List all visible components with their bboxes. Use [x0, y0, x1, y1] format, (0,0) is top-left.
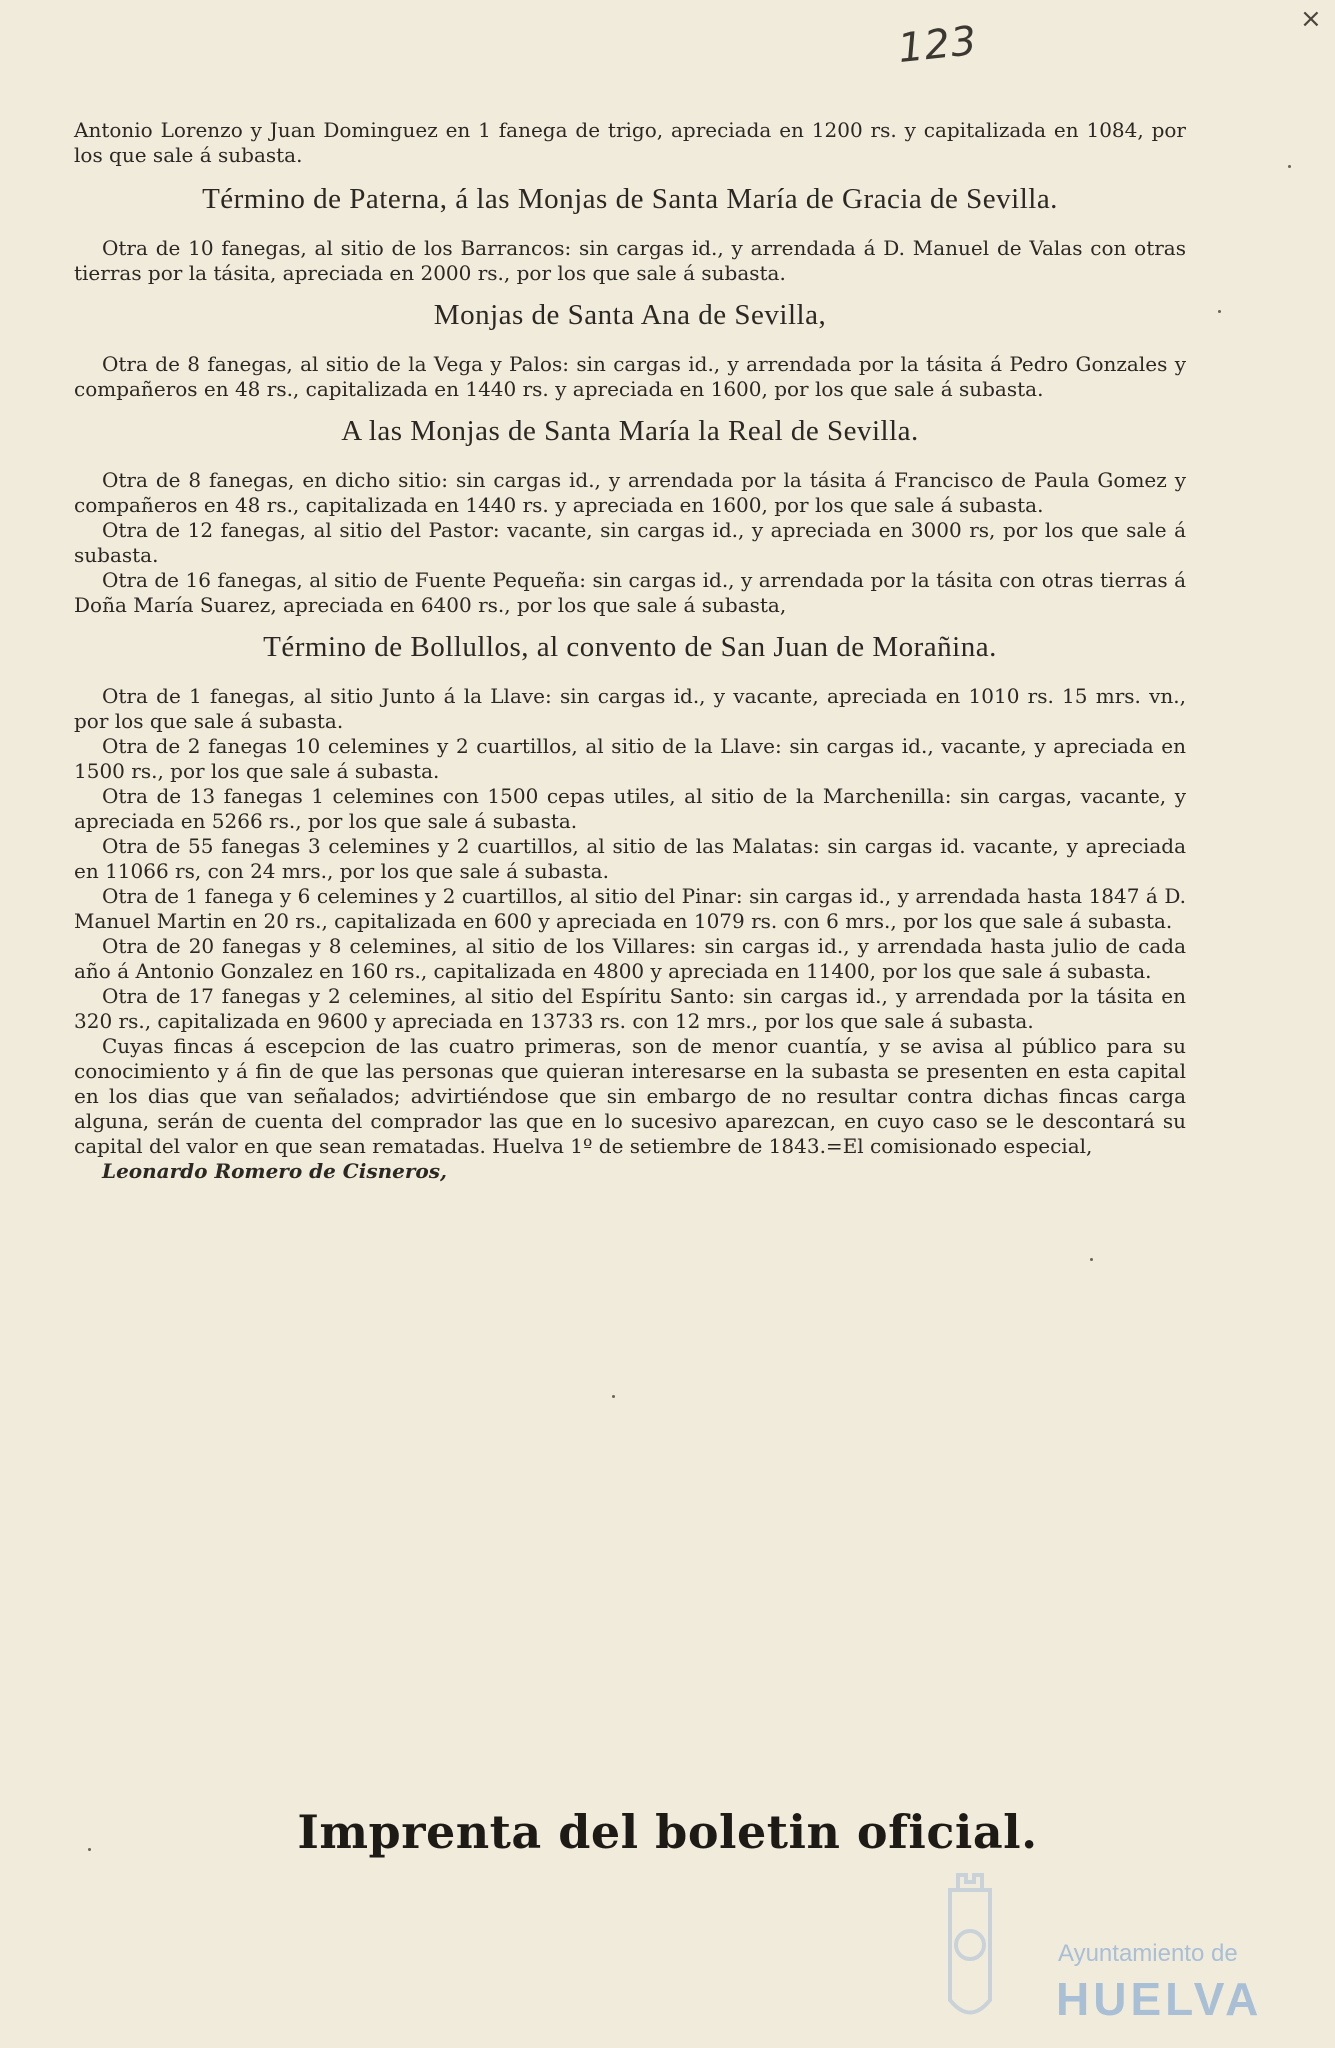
entry-paragraph: Otra de 17 fanegas y 2 celemines, al sitio del Espíritu Santo: sin cargas id., y arrendada por la tásita en 320 rs., capitalizada en 9600 y apreciada en 13733 rs. con 12 mrs., por los que sale á subasta.: [74, 984, 1186, 1033]
entry-paragraph: Otra de 2 fanegas 10 celemines y 2 cuartillos, al sitio de la Llave: sin cargas id., vacante, y apreciada en 1500 rs., por los que sale á subasta.: [74, 734, 1186, 783]
section-heading-bollullos: Término de Bollullos, al convento de San Juan de Morañina.: [263, 631, 997, 663]
entry-paragraph: Otra de 55 fanegas 3 celemines y 2 cuartillos, al sitio de las Malatas: sin cargas id. vacante, y apreciada en 11066 rs, con 24 mrs., por los que sale á subasta.: [74, 834, 1186, 883]
entry-paragraph: Otra de 13 fanegas 1 celemines con 1500 cepas utiles, al sitio de la Marchenilla: sin cargas, vacante, y apreciada en 5266 rs., por los que sale á subasta.: [74, 784, 1186, 833]
entry-paragraph: Otra de 20 fanegas y 8 celemines, al sitio de los Villares: sin cargas id., y arrendada hasta julio de cada año á Antonio Gonzalez en 160 rs., capitalizada en 4800 y apreciada en 11400, por los que sale á subasta.: [74, 934, 1186, 983]
imprint-line: Imprenta del boletin oficial.: [297, 1805, 1038, 1859]
signature: Leonardo Romero de Cisneros,: [102, 1159, 447, 1183]
watermark-line-1: Ayuntamiento de: [1058, 1940, 1238, 1967]
closing-paragraph: Cuyas fincas á escepcion de las cuatro primeras, son de menor cuantía, y se avisa al público para su conocimiento y á fin de que las personas que quieran interesarse en la subasta se presenten en esta capital en los dias que van señalados; advirtiéndose que sin embargo de no resultar contra dichas fincas carga alguna, serán de cuenta del comprador las que en lo sucesivo aparezcan, en cuyo caso se le descontará su capital del valor en que sean rematadas. Huelva 1º de setiembre de 1843.=El comisionado especial,: [74, 1034, 1186, 1158]
entry-paragraph: Otra de 8 fanegas, en dicho sitio: sin cargas id., y arrendada por la tásita á Francisco de Paula Gomez y compañeros en 48 rs., capitalizada en 1440 rs. y apreciada en 1600, por los que sale á subasta.: [74, 468, 1186, 517]
section-heading-paterna: Término de Paterna, á las Monjas de Santa María de Gracia de Sevilla.: [202, 183, 1058, 215]
watermark-line-2: HUELVA: [1056, 1973, 1263, 2025]
paper-speck: [612, 1395, 615, 1398]
paper-speck: [1090, 1258, 1093, 1261]
entry-paragraph: Otra de 16 fanegas, al sitio de Fuente Pequeña: sin cargas id., y arrendada por la tásita con otras tierras á Doña María Suarez, apreciada en 6400 rs., por los que sale á subasta,: [74, 568, 1186, 617]
entry-paragraph: Otra de 12 fanegas, al sitio del Pastor: vacante, sin cargas id., y apreciada en 3000 rs, por los que sale á subasta.: [74, 518, 1186, 567]
section-heading-santa-maria-la-real: A las Monjas de Santa María la Real de Sevilla.: [341, 415, 919, 447]
entry-paragraph: Otra de 10 fanegas, al sitio de los Barrancos: sin cargas id., y arrendada á D. Manuel de Valas con otras tierras por la tásita, apreciada en 2000 rs., por los que sale á subasta.: [74, 236, 1186, 285]
intro-paragraph: Antonio Lorenzo y Juan Dominguez en 1 fanega de trigo, apreciada en 1200 rs. y capitalizada en 1084, por los que sale á subasta.: [74, 118, 1186, 167]
paper-speck: [88, 1848, 91, 1851]
entry-paragraph: Otra de 1 fanegas, al sitio Junto á la Llave: sin cargas id., y vacante, apreciada en 1010 rs. 15 mrs. vn., por los que sale á subasta.: [74, 684, 1186, 733]
section-heading-santa-ana: Monjas de Santa Ana de Sevilla,: [433, 299, 827, 331]
paper-speck: [1218, 310, 1221, 313]
folio-number: 123: [895, 17, 980, 73]
document-body: [74, 118, 1186, 1184]
paper-speck: [1288, 165, 1291, 168]
entry-paragraph: Otra de 1 fanega y 6 celemines y 2 cuartillos, al sitio del Pinar: sin cargas id., y arrendada hasta 1847 á D. Manuel Martin en 20 rs., capitalizada en 600 y apreciada en 1079 rs. con 6 mrs., por los que sale á subasta.: [74, 884, 1186, 933]
corner-mark: ×: [1300, 4, 1322, 34]
entry-paragraph: Otra de 8 fanegas, al sitio de la Vega y Palos: sin cargas id., y arrendada por la tásita á Pedro Gonzales y compañeros en 48 rs., capitalizada en 1440 rs. y apreciada en 1600, por los que sale á subasta.: [74, 352, 1186, 401]
